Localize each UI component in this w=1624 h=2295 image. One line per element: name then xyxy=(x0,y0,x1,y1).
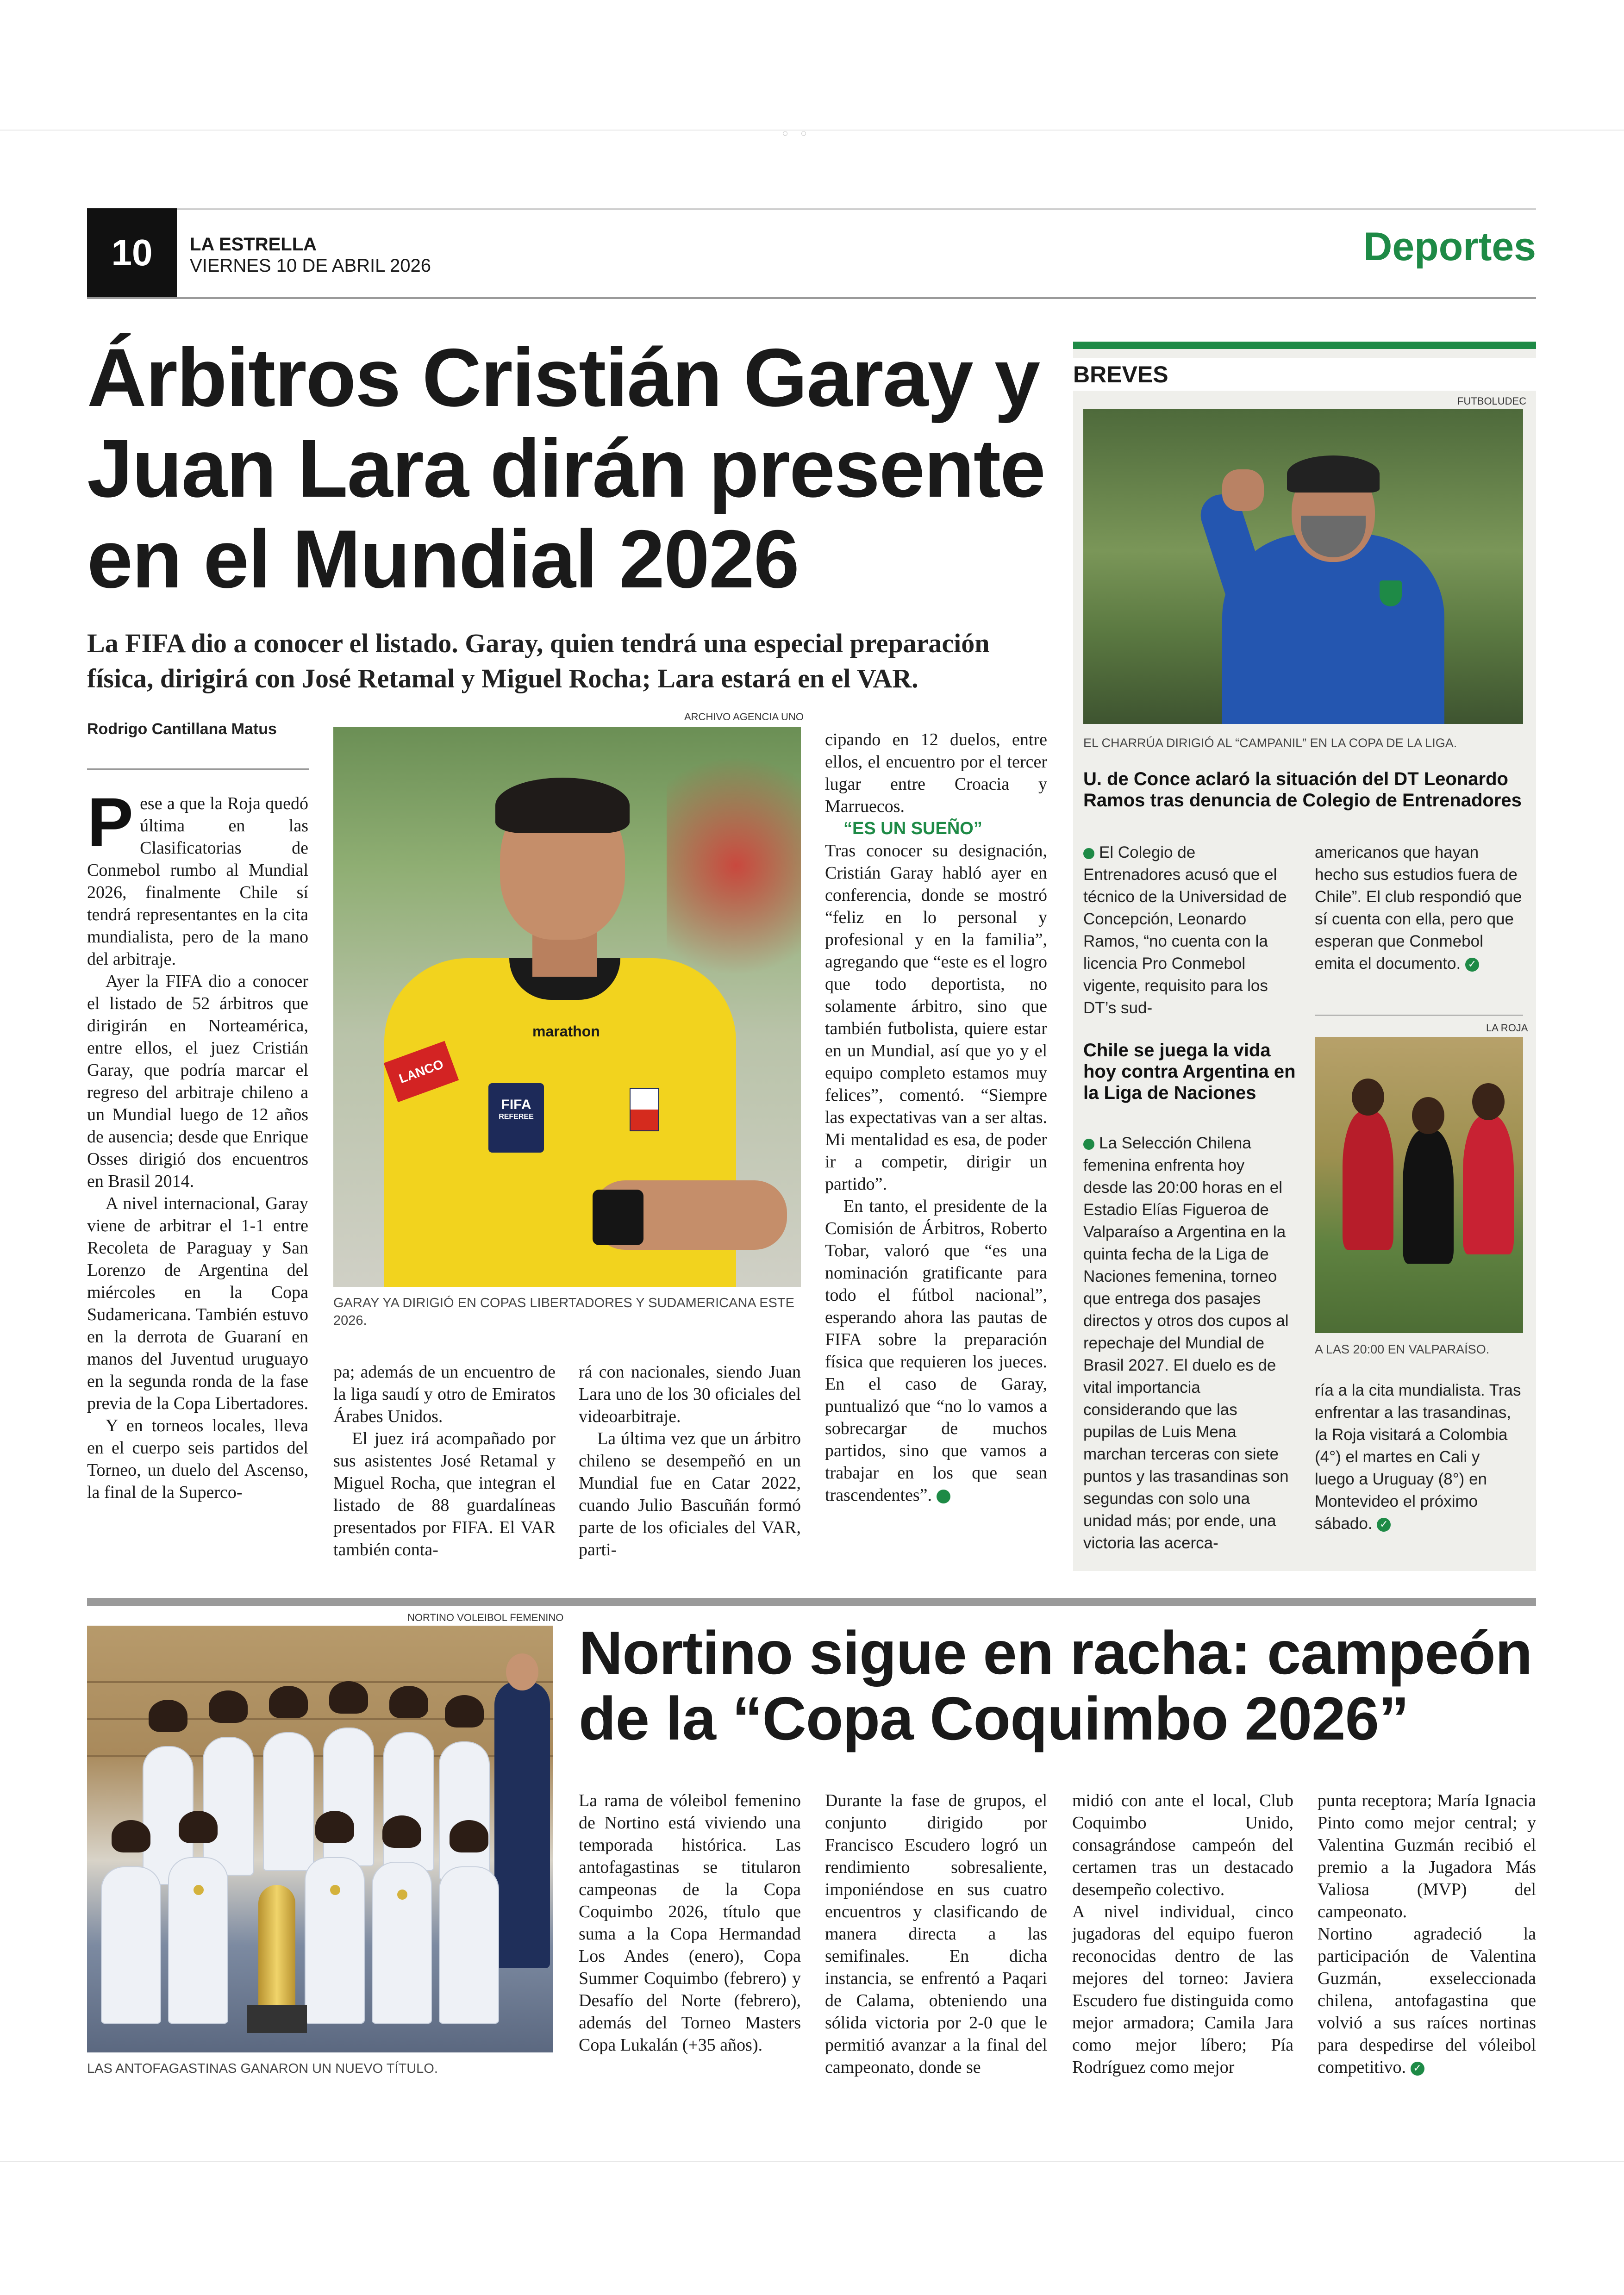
paragraph: En tanto, el presidente de la Comisión de Árbitros, Roberto Tobar, valoró que “es una nominación gratificante para todo el fútbol nacional”, esperando ahora las pautas de FIFA sobre la preparación física que requieren los jueces. En el caso de Garay, puntualizó que “no lo vamos a sobrecargar de muchos partidos, sino que vamos a trabajar en los que sean trascendentes”. xyxy=(825,1197,1047,1505)
player-head xyxy=(450,1820,488,1852)
scroll-dots-icon: ◦◦ xyxy=(781,125,818,143)
green-bullet-icon xyxy=(1083,848,1094,859)
breve2-caption: A LAS 20:00 EN VALPARAÍSO. xyxy=(1315,1342,1490,1356)
main-photo-credit: ARCHIVO AGENCIA UNO xyxy=(684,711,804,723)
paragraph: rá con nacionales, siendo Juan Lara uno de los 30 oficiales del videoarbitraje. xyxy=(579,1362,801,1426)
second-column-3 xyxy=(1072,1790,1293,2078)
section-divider xyxy=(87,1598,1536,1606)
player-figure xyxy=(1343,1111,1393,1250)
breve2-column-b xyxy=(1315,1379,1523,1535)
paragraph: La última vez que un árbitro chileno se desempeñó en un Mundial fue en Catar 2022, cuando Julio Bascuñán formó parte de los oficiales del VAR, parti- xyxy=(579,1429,801,1559)
breve2-headline: Chile se juega la vida hoy contra Argentina en la Liga de Naciones xyxy=(1083,1040,1296,1103)
paragraph: cipando en 12 duelos, entre ellos, el encuentro por el tercer lugar entre Croacia y Marruecos. xyxy=(825,730,1047,816)
breve1-text-b: americanos que hayan hecho sus estudios fuera de Chile”. El club respondió que sí cuenta con ella, pero que esperan que Conmebol emita el documento. xyxy=(1315,843,1522,973)
player-figure xyxy=(323,1727,374,1866)
player-head xyxy=(382,1815,421,1848)
breve1-headline: U. de Conce aclaró la situación del DT Leonardo Ramos tras denuncia de Colegio de Entrenadores xyxy=(1083,769,1522,811)
subhead: “ES UN SUEÑO” xyxy=(843,819,982,838)
player-head xyxy=(315,1811,354,1843)
women-team-photo xyxy=(1315,1037,1523,1333)
referee-hair xyxy=(495,778,630,833)
main-column-1 xyxy=(87,783,308,1503)
dropcap: P xyxy=(87,783,134,861)
player-figure xyxy=(168,1857,228,2024)
player-head xyxy=(445,1695,484,1727)
player-head xyxy=(1412,1097,1444,1134)
player-head xyxy=(112,1820,150,1852)
player-figure xyxy=(372,1862,432,2024)
main-headline-line: en el Mundial 2026 xyxy=(87,513,799,605)
coach-jacket xyxy=(1222,534,1444,724)
second-headline-line: Nortino sigue en racha: campeón xyxy=(579,1619,1532,1687)
sleeve-patch: LANCO xyxy=(384,1041,459,1102)
main-column-4 xyxy=(825,729,1047,1506)
paragraph: La rama de vóleibol femenino de Nortino está viviendo una temporada histórica. Las antofagastinas se titularon campeonas de la Copa Coquimbo 2026, título que suma a la Copa Hermandad Los Andes (enero), Copa Summer Coquimbo (febrero) y Desafío del Norte (febrero), además del Torneo Masters Copa Lukalán (+35 años). xyxy=(579,1791,801,2055)
breve2-column-a xyxy=(1083,1132,1292,1554)
wall-line xyxy=(87,1681,553,1683)
main-headline xyxy=(87,332,1050,605)
main-deck xyxy=(87,626,1059,696)
section-name: Deportes xyxy=(1363,225,1536,269)
breve2-text-a: La Selección Chilena femenina enfrenta hoy desde las 20:00 horas en el Estadio Elías Figueroa de Valparaíso a Argentina en la quinta fecha de la Liga de Naciones femenina, torneo que entrega dos pasajes directos y otros dos cupos al repechaje del Mundial de Brasil 2027. El duelo es de vital importancia considerando que las pupilas de Luis Mena marchan terceras con siete puntos y las trasandinas son segundas con solo una unidad más; por ende, una victoria las acerca- xyxy=(1083,1134,1289,1552)
team-photo-caption: LAS ANTOFAGASTINAS GANARON UN NUEVO TÍTULO. xyxy=(87,2061,438,2076)
header-rule-bottom xyxy=(87,297,1536,299)
player-figure xyxy=(305,1857,365,2024)
player-figure xyxy=(203,1737,254,1876)
player-head xyxy=(1472,1083,1505,1120)
paragraph: midió con ante el local, Club Coquimbo Unido, consagrándose campeón del certamen tras un destacado desempeño colectivo. xyxy=(1072,1791,1293,1899)
breve2-photo-credit: LA ROJA xyxy=(1486,1022,1528,1034)
paragraph: pa; además de un encuentro de la liga saudí y otro de Emiratos Árabes Unidos. xyxy=(333,1362,556,1426)
paragraph: Durante la fase de grupos, el conjunto dirigido por Francisco Escudero logró un rendimiento sobresaliente, imponiéndose en sus cuatro encuentros y clasificando de manera directa a las semifinales. En dicha instancia, se enfrentó a Paqari de Calama, obteniendo una sólida victoria por 2-0 que le permitió avanzar a la final del campeonato, donde se xyxy=(825,1791,1047,2077)
green-bullet-icon xyxy=(1083,1139,1094,1150)
paragraph: Nortino agradeció la participación de Valentina Guzmán, exseleccionada chilena, antofagastina que volvió a sus raíces nortinas para despedirse del vóleibol competitivo. xyxy=(1318,1924,1536,2077)
medal-icon xyxy=(194,1885,204,1895)
main-headline-line: Juan Lara dirán presente xyxy=(87,422,1045,514)
byline-rule xyxy=(87,768,309,770)
second-column-4 xyxy=(1318,1790,1536,2078)
medal-icon xyxy=(330,1885,340,1895)
paper-edge-bottom xyxy=(0,2161,1624,2162)
shirt-brand-text: marathon xyxy=(532,1023,600,1040)
end-of-article-icon: ✓ xyxy=(1465,958,1479,972)
paragraph: A nivel internacional, Garay viene de arbitrar el 1-1 entre Recoleta de Paraguay y San Lorenzo de Argentina del miércoles en la Copa Sudamericana. También estuvo en la derrota de Guaraní en manos del Juventud uruguayo en la segunda ronda de la fase previa de la Copa Libertadores. xyxy=(87,1194,308,1413)
player-head xyxy=(329,1681,368,1714)
paragraph: Ayer la FIFA dio a conocer el listado de 52 árbitros que dirigirán en Norteamérica, entre ellos, el juez Cristián Garay, que podría marcar el regreso del arbitraje chileno a un Mundial luego de 12 años de ausencia; desde que Enrique Osses dirigió dos encuentros en Brasil 2014. xyxy=(87,972,308,1191)
player-head xyxy=(179,1811,218,1843)
player-head xyxy=(389,1686,428,1718)
player-head xyxy=(209,1690,248,1723)
end-of-article-icon: ✓ xyxy=(1411,2062,1424,2076)
breves-accent-bar xyxy=(1073,342,1536,349)
player-figure xyxy=(439,1866,499,2024)
photo-background-blur xyxy=(667,727,801,1004)
breve1-column-a xyxy=(1083,842,1292,1019)
breve1-text-a: El Colegio de Entrenadores acusó que el técnico de la Universidad de Concepción, Leonardo Ramos, “no cuenta con la licencia Pro Conmebol vigente, requisito para los DT’s sud- xyxy=(1083,843,1287,1017)
second-headline xyxy=(579,1620,1537,1752)
main-headline-line: Árbitros Cristián Garay y xyxy=(87,331,1040,424)
chile-flag-icon xyxy=(630,1088,659,1131)
main-column-2 xyxy=(333,1361,556,1561)
main-column-3 xyxy=(579,1361,801,1561)
coach-figure xyxy=(494,1681,550,1968)
publication-name: LA ESTRELLA xyxy=(190,234,317,255)
player-figure xyxy=(439,1741,490,1880)
breve1-caption: EL CHARRÚA DIRIGIÓ AL “CAMPANIL” EN LA COPA DE LA LIGA. xyxy=(1083,736,1457,750)
fifa-badge xyxy=(488,1083,544,1153)
page-number: 10 xyxy=(87,208,177,297)
player-figure xyxy=(1403,1129,1454,1264)
paragraph: El juez irá acompañado por sus asistentes José Retamal y Miguel Rocha, que integran el listado de 88 guardalíneas presentados por FIFA. El VAR también conta- xyxy=(333,1429,556,1559)
main-deck-line: física, dirigirá con José Retamal y Miguel Rocha; Lara estará en el VAR. xyxy=(87,663,918,693)
end-of-article-icon: ✓ xyxy=(1377,1518,1391,1532)
medal-icon xyxy=(397,1890,407,1900)
coach-cap xyxy=(1287,455,1380,493)
fifa-badge-label: FIFA xyxy=(501,1097,531,1112)
club-crest-icon xyxy=(1380,580,1402,606)
player-head xyxy=(269,1686,308,1718)
trophy-base xyxy=(247,2005,307,2033)
paragraph: Tras conocer su designación, Cristián Garay habló ayer en conferencia, donde se mostró “feliz en lo personal y profesional y en la familia”, agregando que “este es el logro que todo deportista, no solamente árbitro, sino que también futbolista, quiere estar en un Mundial, así que yo y el equipo completo estamos muy felices”, comentó. “Siempre las expectativas van a ser altas. Mi mentalidad es esa, de poder ir a competir, dirigir un partido”. xyxy=(825,841,1047,1194)
byline: Rodrigo Cantillana Matus xyxy=(87,720,277,738)
player-figure xyxy=(101,1866,161,2024)
coach-photo xyxy=(1083,409,1523,724)
paragraph: A nivel individual, cinco jugadoras del equipo fueron reconocidas dentro de las mejores del torneo: Javiera Escudero fue distinguida como mejor armadora; Camila Jara como mejor líbero; Pía Rodríguez como mejor xyxy=(1072,1902,1293,2077)
referee-photo xyxy=(333,727,801,1287)
volleyball-team-photo xyxy=(87,1626,553,2052)
wristband xyxy=(593,1190,643,1245)
player-head xyxy=(149,1700,187,1732)
paragraph: ese a que la Roja quedó última en las Clasificatorias de Conmebol rumbo al Mundial 2026, finalmente Chile sí tendrá representantes en la cita mundialista, pero de la mano del arbitraje. xyxy=(87,794,308,969)
player-figure xyxy=(1463,1116,1514,1254)
header-rule-top xyxy=(87,208,1536,210)
second-headline-line: de la “Copa Coquimbo 2026” xyxy=(579,1684,1409,1752)
second-column-1 xyxy=(579,1790,801,2056)
coach-head xyxy=(506,1653,538,1690)
player-figure xyxy=(263,1732,314,1871)
breve-divider xyxy=(1315,1015,1523,1016)
paragraph: Y en torneos locales, lleva en el cuerpo seis partidos del Torneo, un duelo del Ascenso, la final de la Superco- xyxy=(87,1416,308,1502)
fifa-badge-sub: REFEREE xyxy=(499,1113,534,1121)
breves-title: BREVES xyxy=(1073,358,1536,391)
publication-date: VIERNES 10 DE ABRIL 2026 xyxy=(190,256,431,276)
team-photo-credit: NORTINO VOLEIBOL FEMENINO xyxy=(407,1612,564,1623)
paragraph: punta receptora; María Ignacia Pinto como mejor central; y Valentina Guzmán recibió el premio a la Jugadora Más Valiosa (MVP) del campeonato. xyxy=(1318,1791,1536,1921)
breve1-column-b xyxy=(1315,842,1523,975)
second-column-2 xyxy=(825,1790,1047,2078)
player-figure xyxy=(383,1732,434,1871)
trophy-icon xyxy=(258,1885,295,2024)
end-of-article-icon: ✓ xyxy=(937,1490,950,1503)
main-photo-caption: GARAY YA DIRIGIÓ EN COPAS LIBERTADORES Y SUDAMERICANA ESTE 2026. xyxy=(333,1296,794,1328)
breve1-photo-credit: FUTBOLUDEC xyxy=(1457,395,1527,407)
thumbs-up-icon xyxy=(1222,469,1264,511)
player-head xyxy=(1352,1079,1384,1116)
breve2-text-b: ría a la cita mundialista. Tras enfrentar a las trasandinas, la Roja visitará a Colombia (4°) el martes en Cali y luego a Uruguay (8°) en Montevideo el próximo sábado. xyxy=(1315,1381,1521,1533)
main-deck-line: La FIFA dio a conocer el listado. Garay, quien tendrá una especial preparación xyxy=(87,628,990,658)
